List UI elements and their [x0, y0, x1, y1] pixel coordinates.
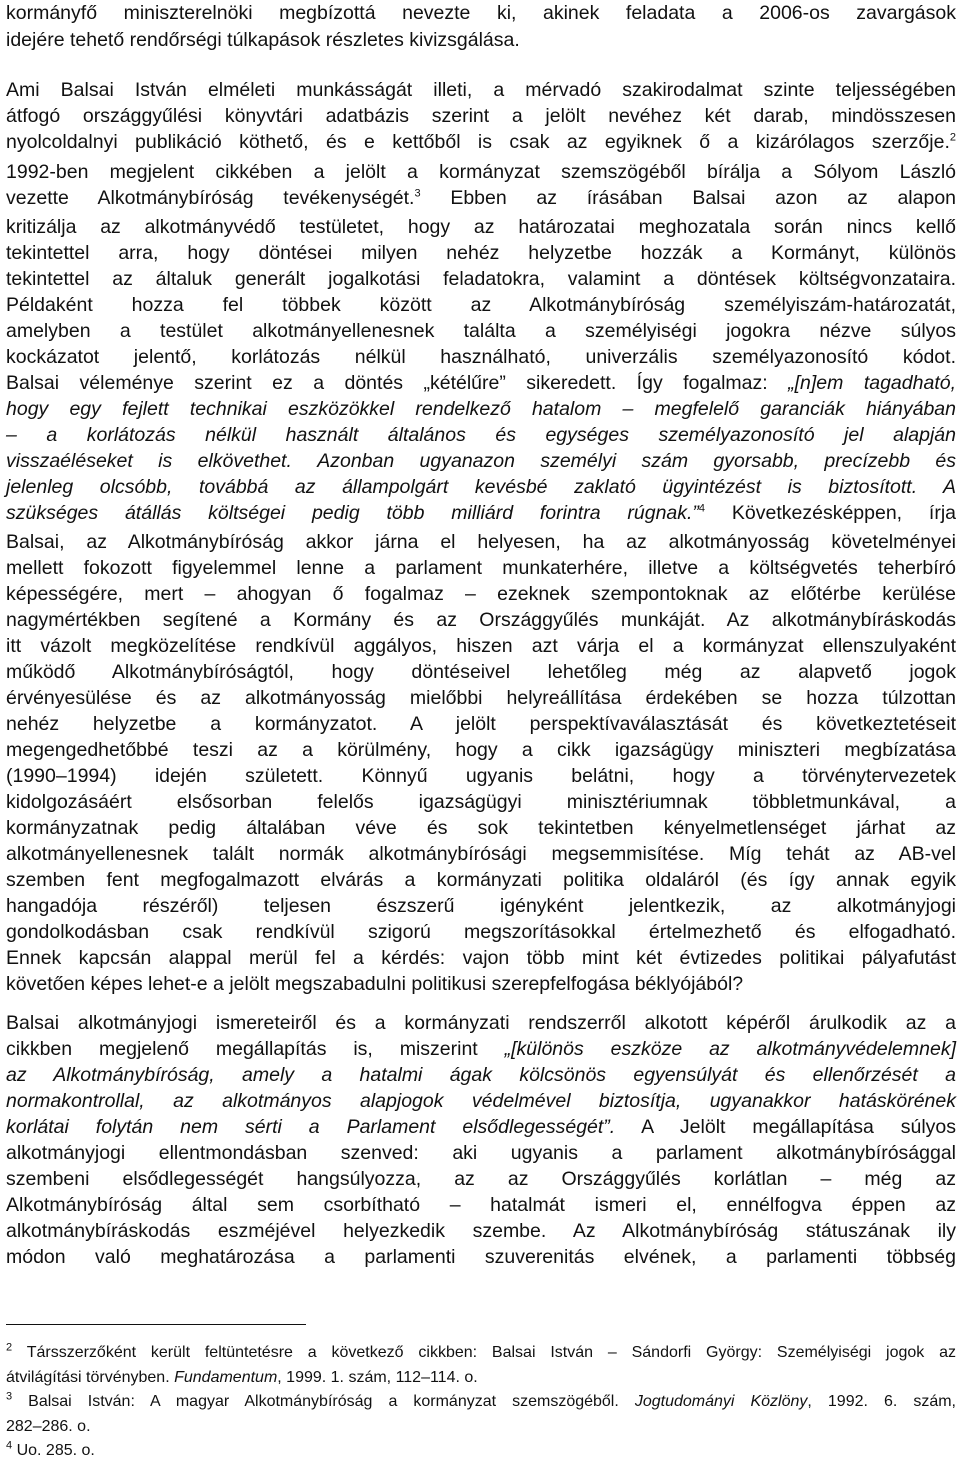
text-line [6, 1036, 956, 1062]
text-line: képességére, mert – ahogyan ő fogalmaz – ezeknek szempontoknak az előtérbe kerülése [6, 583, 956, 605]
quote-italic: – a korlátozás nélkül használt általános és egységes személyazonosító jel alapján [6, 424, 956, 446]
text-line: Ennek kapcsán alappal merül fel a kérdés: vajon több mint két évtizedes politikai pályafutást [6, 947, 956, 969]
quote-italic: visszaéléseket is elkövethet. [6, 450, 292, 472]
quote-italic: jelenleg olcsóbb, továbbá az állampolgárt kevésbé zaklató ügyintézést is biztosított. A [6, 476, 956, 498]
text-line: Alkotmánybíróság által sem csorbítható – hatalmát ismeri el, ennélfogva éppen az [6, 1194, 956, 1216]
text-line: idejére tehető rendőrségi túlkapások részletes kivizsgálása. [6, 29, 520, 51]
quote-italic: Azonban ugyanazon személyi szám gyorsabb, precízebb és [317, 450, 956, 472]
text-span: Balsai véleménye szerint ez a döntés „kétélűre” sikeredett. Így fogalmaz: [6, 372, 768, 394]
quote-italic: az Alkotmánybíróság, amely a hatalmi ágak kölcsönös egyensúlyát és ellenőrzését a [6, 1064, 956, 1086]
quote-italic: szükséges átállás költségei pedig több milliárd forintra rúgnak.” [6, 502, 699, 524]
quote-italic: korlátai folytán nem sérti a Parlament elsődlegességét”. [6, 1116, 616, 1138]
text-line: kidolgozásáért elsősorban felelős igazságügyi minisztériumnak többletmunkával, a [6, 791, 956, 813]
footnote-number: 2 [6, 1341, 13, 1354]
text-span: Ebben az írásában Balsai azon az alapon [450, 187, 957, 209]
text-line [6, 129, 956, 155]
footnote-journal: Fundamentum [174, 1369, 278, 1386]
text-line: nagymértékben segítené a Kormány és az Országgyűlés munkáját. Az alkotmánybíráskodás [6, 609, 956, 631]
text-line: alkotmányellenesnek talált normák alkotmánybírósági megsemmisítése. Míg tehát az AB-vel [6, 843, 956, 865]
footnote-ref: 2 [949, 131, 956, 144]
footnote-text: Uo. 285. o. [16, 1442, 95, 1459]
text-line: szemben fent megfogalmazott elvárás a kormányzati politika oldaláról (és így annak egyik [6, 869, 956, 891]
text-line: átfogó országgyűlési könyvtári adatbázis szerint a jelölt nevéhez két darab, mindösszesen [6, 105, 956, 127]
footnote-journal: Jogtudományi Közlöny [634, 1393, 808, 1410]
text-line [6, 185, 956, 211]
quote-italic: hogy egy fejlett technikai eszközökkel rendelkező hatalom – megfelelő garanciák hiányában [6, 398, 956, 420]
text-span: Következésképpen, írja [731, 502, 957, 524]
footnote-separator [6, 1324, 306, 1325]
footnote-text: átvilágítási törvényben. [6, 1369, 170, 1386]
footnote-4-line [6, 1440, 956, 1461]
footnote-2-line [6, 1367, 956, 1388]
text-line: tekintettel az általuk generált jogalkotási feladatokra, valamint a döntések költségvonzataira. [6, 268, 956, 290]
footnote-text: , 1992. 6. szám, [807, 1393, 957, 1410]
footnote-number: 4 [6, 1439, 13, 1452]
text-line: amelyben a testület alkotmányellenesnek találta a személyiségi jogokra nézve súlyos [6, 320, 956, 342]
text-line: kritizálja az alkotmányvédő testületet, hogy az határozatai meghozatala során nincs kellő [6, 216, 956, 238]
text-line: gondolkodásban csak rendkívül szigorú megszorításokkal értelmezhető és elfogadható. [6, 921, 956, 943]
text-line: követően képes lehet-e a jelölt megszabadulni politikusi szerepfelfogása béklyójából? [6, 973, 744, 995]
text-span: vezette Alkotmánybíróság tevékenységét. [6, 187, 415, 209]
text-line: Balsai, az Alkotmánybíróság akkor járna el helyesen, ha az alkotmányosság követelményei [6, 531, 956, 553]
text-line: Balsai alkotmányjogi ismereteiről és a kormányzati rendszerről alkotott képéről árulkodik az a [6, 1012, 956, 1034]
text-span: nyolcoldalnyi publikáció köthető, és e kettőből is csak az egyiknek ő a kizárólagos szerzője. [6, 131, 950, 153]
footnote-number: 3 [6, 1390, 13, 1403]
text-line [6, 1062, 956, 1088]
text-line: Példaként hozza fel többek között az Alkotmánybíróság személyiszám-határozatát, [6, 294, 956, 316]
footnote-text: 282–286. o. [6, 1418, 91, 1435]
text-line: mellett fokozott figyelemmel lenne a parlament munkaterhére, illetve a költségvetés teherbíró [6, 557, 956, 579]
text-line: tekintettel arra, hogy döntései milyen nehéz helyzetbe hozzák a Kormányt, különös [6, 242, 956, 264]
text-line: hangadója részéről) teljesen észszerű igényként jelentkezik, az alkotmányjogi [6, 895, 956, 917]
text-line [6, 448, 956, 474]
text-line [6, 1114, 956, 1140]
text-line: működő Alkotmánybíróságtól, hogy döntéseivel lehetőleg még az alapvető jogok [6, 661, 956, 683]
footnote-text: Társszerzőként került feltüntetésre a következő cikkben: Balsai István – Sándorfi György: Személyiségi jogok az [26, 1344, 957, 1361]
text-line: érvényesülése és az alkotmányosság mielőbbi helyreállítása érdekében se hozza túlzottan [6, 687, 956, 709]
text-line [6, 422, 956, 448]
text-line: megengedhetőbbé teszi az a körülmény, hogy a cikk igazságügy miniszteri megbízatása [6, 739, 956, 761]
text-line: (1990–1994) idején született. Könnyű ugyanis belátni, hogy a törvénytervezetek [6, 765, 956, 787]
text-line [6, 500, 956, 526]
footnote-text: , 1999. 1. szám, 112–114. o. [277, 1369, 478, 1386]
footnote-3-line [6, 1416, 956, 1437]
text-span: A Jelölt megállapítása súlyos [641, 1116, 956, 1138]
text-line: kockázatot jelentő, korlátozás nélkül használható, univerzális személyazonosító kódot. [6, 346, 956, 368]
text-line: 1992-ben megjelent cikkében a jelölt a kormányzat szemszögéből bírálja a Sólyom László [6, 161, 956, 183]
text-line: módon való meghatározása a parlamenti szuverenitás elvének, a parlamenti többség [6, 1246, 956, 1268]
quote-italic: „[n]em tagadható, [788, 372, 956, 394]
footnote-text: Balsai István: A magyar Alkotmánybíróság a kormányzat szemszögéből. [28, 1393, 619, 1410]
footnote-ref: 3 [414, 187, 421, 200]
quote-italic: „[különös eszköze az alkotmányvédelemnek] [504, 1038, 956, 1060]
text-span: cikkben megjelenő megállapítás is, miszerint [6, 1038, 478, 1060]
text-line: Ami Balsai István elméleti munkásságát illeti, a mérvadó szakirodalmat szinte teljességében [6, 79, 956, 101]
text-line: kormányzatnak pedig általában véve és sok tekintetben kényelmetlenséget járhat az [6, 817, 956, 839]
footnote-2-line [6, 1342, 956, 1363]
text-line [6, 474, 956, 500]
text-line: itt vázolt megközelítése rendkívül aggályos, hiszen azt várja el a kormányzat ellenszulyaként [6, 635, 956, 657]
text-line: alkotmánybíráskodás eszméjével helyezkedik szembe. Az Alkotmánybíróság státuszának ily [6, 1220, 956, 1242]
text-line [6, 396, 956, 422]
text-line: nehéz helyzetbe a kormányzatot. A jelölt perspektívaválasztását és következtetéseit [6, 713, 956, 735]
footnote-ref: 4 [698, 502, 706, 515]
text-line [6, 1088, 956, 1114]
text-line: szembeni elsődlegességét hangsúlyozza, az az Országgyűlés korlátlan – még az [6, 1168, 956, 1190]
quote-italic: normakontrollal, az alkotmányos alapjogok védelmével biztosítja, ugyanakkor hatáskörének [6, 1090, 956, 1112]
text-line [6, 370, 956, 396]
text-line: kormányfő miniszterelnöki megbízottá nevezte ki, akinek feladata a 2006-os zavargások [6, 2, 956, 24]
text-line: alkotmányjogi ellentmondásban szenved: aki ugyanis a parlament alkotmánybírósággal [6, 1142, 956, 1164]
footnote-3-line [6, 1391, 956, 1412]
